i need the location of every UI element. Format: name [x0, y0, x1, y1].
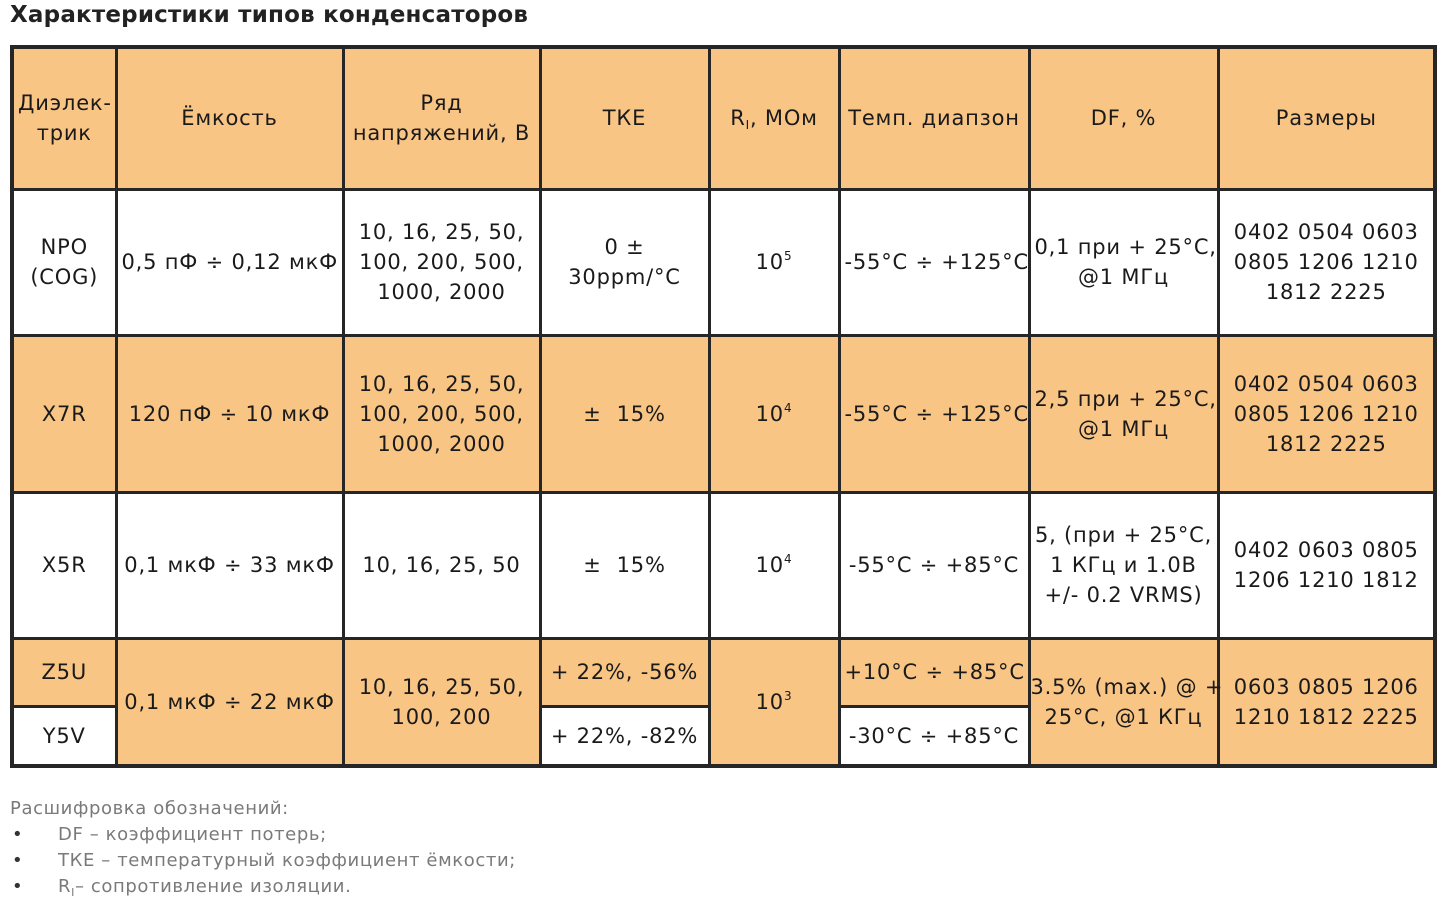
tke-line2: 30ppm/°C	[568, 265, 681, 289]
cell-temp-range: -55°C ÷ +125°C	[839, 335, 1029, 492]
cell-df	[1029, 189, 1218, 335]
legend-item	[10, 822, 516, 848]
table-header-row	[12, 47, 1435, 189]
legend-item	[10, 874, 516, 900]
sizes-line1: 0402 0504 0603	[1233, 220, 1419, 244]
bullet-icon: •	[12, 824, 24, 845]
capacitor-characteristics-table	[10, 45, 1437, 768]
voltage-line1: 10, 16, 25, 50,	[358, 371, 525, 396]
cell-sizes	[1218, 189, 1435, 335]
voltage-line2: 100, 200, 500,	[359, 250, 524, 274]
header-voltage	[343, 47, 540, 189]
ri-exponent: 4	[783, 400, 793, 415]
legend-ri-symbol: R	[58, 876, 72, 897]
sizes-line1: 0402 0504 0603	[1233, 371, 1419, 396]
cell-dielectric-y5v: Y5V	[12, 706, 116, 766]
cell-tke: ± 15%	[540, 335, 709, 492]
header-insulation-resistance	[709, 47, 839, 189]
cell-insulation-resistance	[709, 335, 839, 492]
cell-temp-range-z5u: +10°C ÷ +85°C	[839, 638, 1029, 706]
df-line1: 0,1 при + 25°C,	[1034, 235, 1217, 259]
legend-ri-subscript: I	[71, 886, 75, 899]
cell-capacitance: 0,1 мкФ ÷ 22 мкФ	[116, 638, 343, 766]
sizes-line3: 1812 2225	[1265, 431, 1387, 456]
cell-sizes	[1218, 335, 1435, 492]
sizes-line2: 1210 1812 2225	[1233, 704, 1419, 729]
header-temp-range: Темп. диапзон	[839, 47, 1029, 189]
cell-tke-z5u: + 22%, -56%	[540, 638, 709, 706]
cell-voltage	[343, 335, 540, 492]
cell-sizes	[1218, 638, 1435, 766]
ri-exponent: 5	[783, 249, 793, 263]
df-line2: 1 КГц и 1.0В	[1050, 553, 1197, 577]
df-line2: 25°C, @1 КГц	[1044, 704, 1203, 729]
header-sizes: Размеры	[1218, 47, 1435, 189]
cell-tke-y5v: + 22%, -82%	[540, 706, 709, 766]
sizes-line3: 1812 2225	[1265, 280, 1387, 304]
dielectric-line2: (COG)	[30, 265, 99, 289]
legend-item-text: – сопротивление изоляции.	[74, 876, 352, 897]
legend-item-text: DF – коэффициент потерь;	[58, 824, 327, 845]
cell-capacitance: 0,5 пФ ÷ 0,12 мкФ	[116, 189, 343, 335]
sizes-line2: 0805 1206 1210	[1233, 250, 1419, 274]
ri-base: 10	[755, 553, 784, 577]
ri-exponent: 3	[783, 688, 793, 703]
cell-dielectric-z5u: Z5U	[12, 638, 116, 706]
voltage-line3: 1000, 2000	[377, 431, 506, 456]
sizes-line1: 0603 0805 1206	[1233, 674, 1419, 699]
sizes-line1: 0402 0603 0805	[1233, 538, 1419, 562]
voltage-line1: 10, 16, 25, 50,	[358, 220, 525, 244]
dielectric-line1: NPO	[40, 235, 88, 259]
voltage-line2: 100, 200, 500,	[359, 401, 524, 426]
cell-dielectric	[12, 189, 116, 335]
cell-voltage	[343, 189, 540, 335]
ri-base: 10	[755, 250, 784, 274]
bullet-icon: •	[12, 876, 24, 897]
cell-tke	[540, 189, 709, 335]
df-line3: +/- 0.2 VRMS)	[1044, 583, 1203, 607]
page-title: Характеристики типов конденсаторов	[10, 2, 529, 28]
ri-exponent: 4	[783, 552, 793, 566]
cell-insulation-resistance	[709, 492, 839, 638]
table-row-z5u	[12, 638, 1435, 706]
header-ri-unit: , МОм	[749, 106, 818, 131]
voltage-line3: 1000, 2000	[377, 280, 506, 304]
legend-item-text: ТКЕ – температурный коэффициент ёмкости;	[58, 850, 516, 871]
cell-dielectric: X5R	[12, 492, 116, 638]
cell-dielectric: X7R	[12, 335, 116, 492]
header-voltage-line2: напряжений, В	[352, 121, 531, 146]
table-row-x7r	[12, 335, 1435, 492]
header-dielectric-line2: трик	[36, 121, 92, 146]
header-dielectric	[12, 47, 116, 189]
cell-tke: ± 15%	[540, 492, 709, 638]
cell-insulation-resistance	[709, 638, 839, 766]
voltage-line1: 10, 16, 25, 50,	[358, 674, 525, 699]
cell-df	[1029, 492, 1218, 638]
cell-capacitance: 0,1 мкФ ÷ 33 мкФ	[116, 492, 343, 638]
header-capacitance: Ёмкость	[116, 47, 343, 189]
tke-line1: 0 ±	[604, 235, 645, 259]
df-line1: 3.5% (max.) @ +	[1030, 674, 1224, 699]
df-line1: 5, (при + 25°C,	[1034, 523, 1213, 547]
header-df: DF, %	[1029, 47, 1218, 189]
header-ri-subscript: I	[745, 118, 750, 133]
ri-base: 10	[755, 401, 784, 426]
cell-temp-range: -55°C ÷ +85°C	[839, 492, 1029, 638]
sizes-line2: 1206 1210 1812	[1233, 568, 1419, 592]
header-voltage-line1: Ряд	[420, 91, 463, 116]
cell-sizes	[1218, 492, 1435, 638]
df-line2: @1 МГц	[1077, 265, 1170, 289]
header-tke: ТКЕ	[540, 47, 709, 189]
ri-base: 10	[755, 689, 784, 714]
table-row-x5r	[12, 492, 1435, 638]
table-row-npo	[12, 189, 1435, 335]
bullet-icon: •	[12, 850, 24, 871]
sizes-line2: 0805 1206 1210	[1233, 401, 1419, 426]
df-line2: @1 МГц	[1077, 416, 1170, 441]
cell-df	[1029, 638, 1224, 766]
cell-capacitance: 120 пФ ÷ 10 мкФ	[116, 335, 343, 492]
legend-item	[10, 848, 516, 874]
header-dielectric-line1: Диэлек-	[18, 91, 112, 116]
cell-voltage: 10, 16, 25, 50	[343, 492, 540, 638]
cell-insulation-resistance	[709, 189, 839, 335]
cell-temp-range: -55°C ÷ +125°C	[839, 189, 1029, 335]
legend-heading: Расшифровка обозначений:	[10, 798, 289, 819]
cell-df	[1029, 335, 1218, 492]
voltage-line2: 100, 200	[391, 704, 492, 729]
cell-voltage	[343, 638, 540, 766]
df-line1: 2,5 при + 25°C,	[1034, 386, 1217, 411]
cell-temp-range-y5v: -30°C ÷ +85°C	[839, 706, 1029, 766]
header-ri-symbol: R	[730, 106, 746, 131]
legend	[10, 796, 516, 900]
